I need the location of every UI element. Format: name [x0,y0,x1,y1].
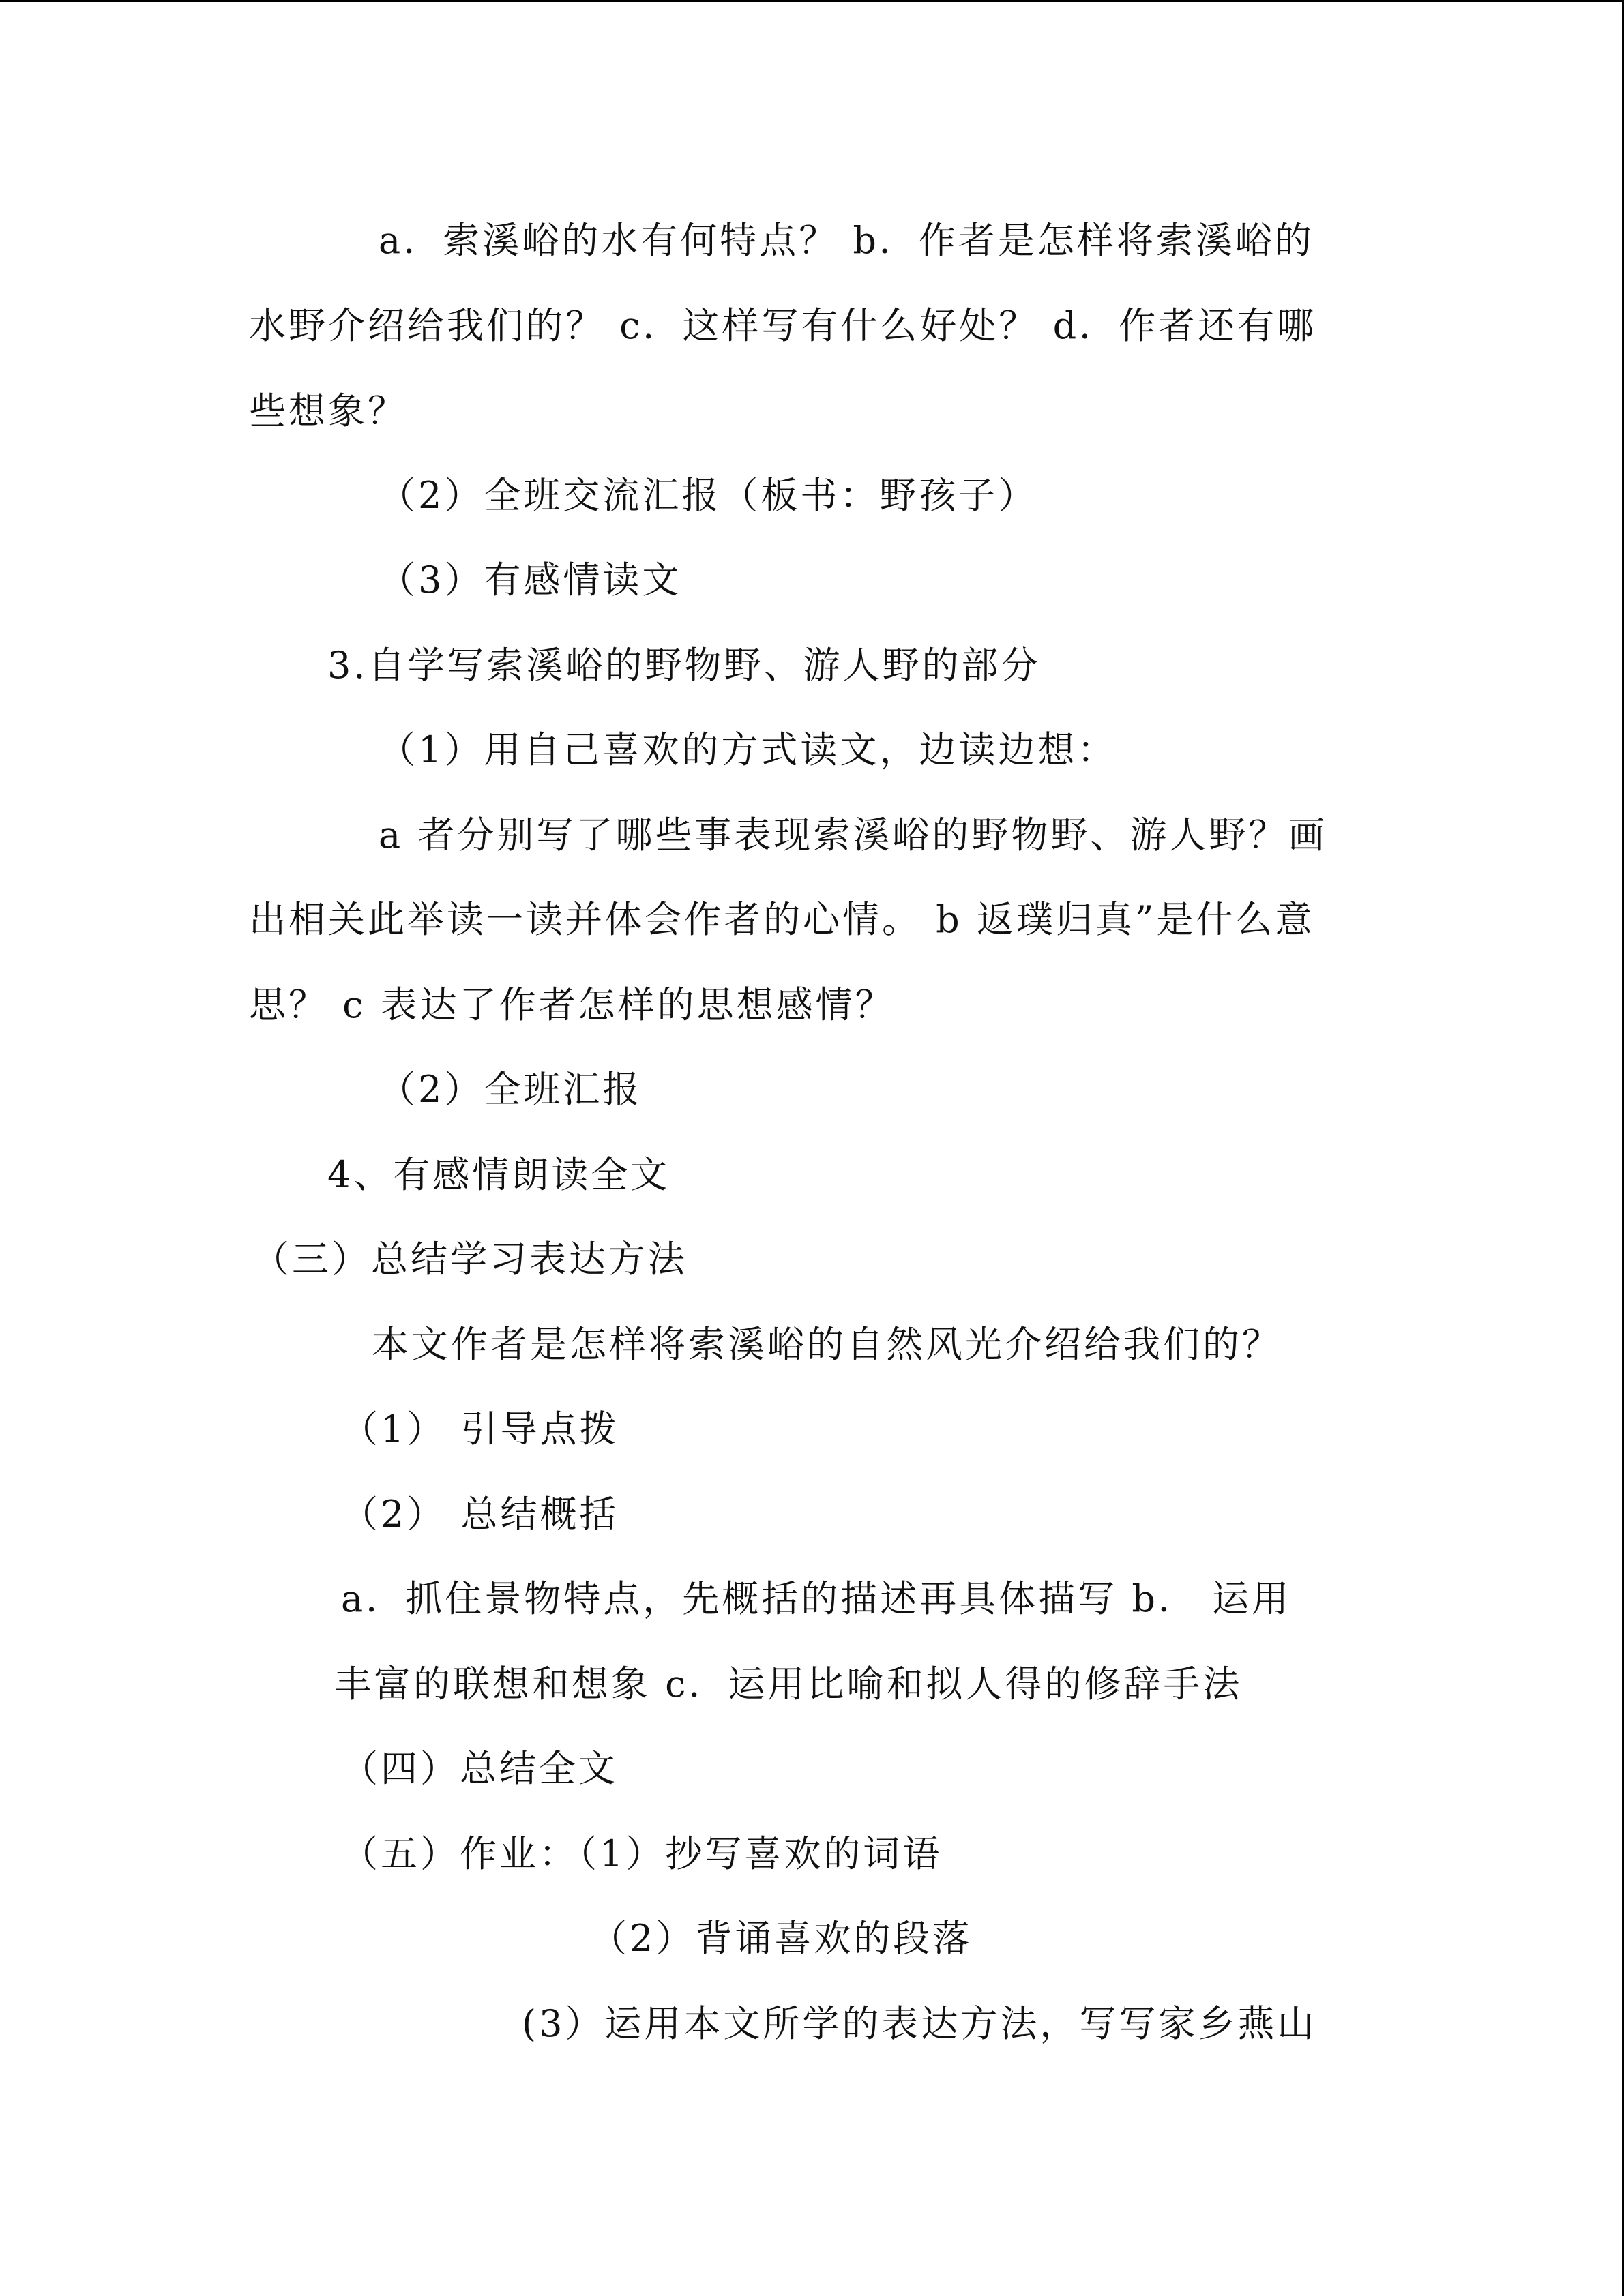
text-line-15: （1） 引导点拨 [341,1407,619,1450]
text-line-9: 出相关此举读一读并体会作者的心情。 b 返璞归真”是什么意 [249,898,1315,941]
section-heading-3: （三）总结学习表达方法 [252,1238,688,1281]
section-heading-5: （五）作业：（1）抄写喜欢的词语 [341,1832,943,1875]
text-line-11: （2）全班汇报 [379,1068,643,1111]
text-line-22: (3）运用本文所学的表达方法，写写家乡燕山 [522,2002,1317,2045]
text-line-3: 些想象？ [249,389,407,432]
text-line-16: （2） 总结概括 [341,1493,619,1536]
text-line-21: （2）背诵喜欢的段落 [590,1917,973,1960]
text-line-10: 思？ c 表达了作者怎样的思想感情？ [249,983,895,1026]
text-line-17: a．抓住景物特点，先概括的描述再具体描写 b． 运用 [341,1577,1292,1620]
text-line-6: 3.自学写索溪峪的野物野、游人野的部分 [327,644,1041,687]
text-line-18: 丰富的联想和想象 c．运用比喻和拟人得的修辞手法 [334,1663,1243,1705]
section-heading-4: （四）总结全文 [341,1747,618,1790]
text-line-2: 水野介绍给我们的？ c．这样写有什么好处？ d．作者还有哪 [249,304,1317,347]
text-line-14: 本文作者是怎样将索溪峪的自然风光介绍给我们的？ [372,1323,1282,1366]
text-line-5: （3）有感情读文 [379,558,682,601]
text-line-1: a．索溪峪的水有何特点？ b．作者是怎样将索溪峪的 [379,219,1314,262]
text-line-7: （1）用自己喜欢的方式读文，边读边想： [379,728,1117,771]
text-line-4: （2）全班交流汇报（板书：野孩子） [379,474,1038,517]
text-line-12: 4、有感情朗读全文 [327,1153,670,1196]
text-line-8: a 者分别写了哪些事表现索溪峪的野物野、游人野？画 [379,814,1328,856]
